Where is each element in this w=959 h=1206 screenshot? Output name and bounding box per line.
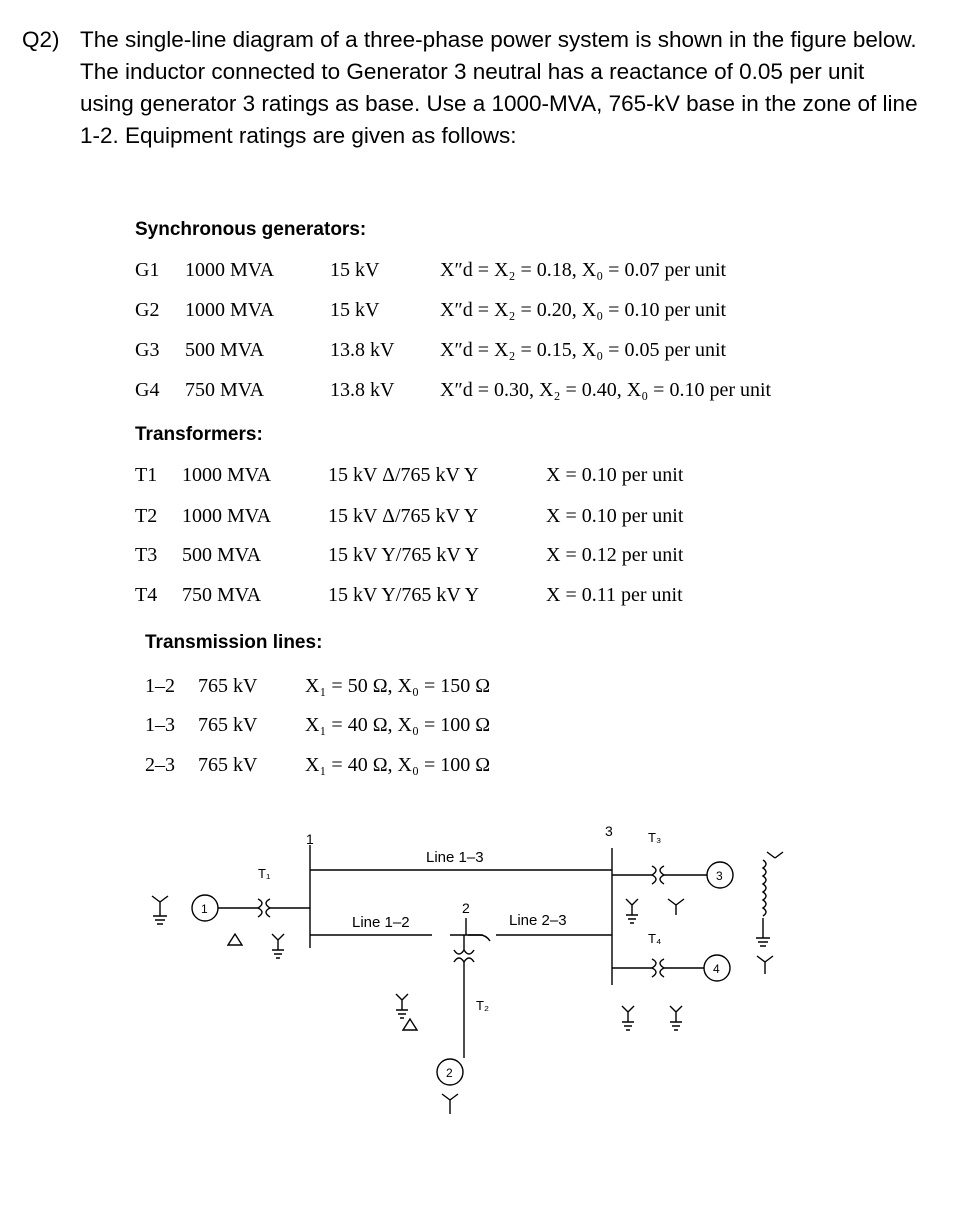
bus-2-label: 2	[462, 900, 470, 916]
bus-1-label: 1	[306, 831, 314, 847]
line-1-3-label: Line 1–3	[426, 849, 484, 866]
line-reactance: X₁ = 40 Ω, X₀ = 100 Ω	[305, 754, 491, 776]
g2-wye-icon	[442, 1094, 458, 1114]
gen-reactance: X″d = X₂ = 0.18, X₀ = 0.07 per unit	[440, 259, 727, 281]
line-name: 1–2	[145, 675, 175, 697]
xfmr-reactance: X = 0.10 per unit	[546, 505, 684, 527]
transformer-t2-icon	[454, 950, 474, 962]
line-2-3-label: Line 2–3	[509, 912, 567, 929]
g1-ground-icon	[152, 896, 168, 924]
xfmr-mva: 500 MVA	[182, 544, 262, 566]
g4-wye-icon	[757, 956, 773, 974]
lines-heading: Transmission lines:	[145, 632, 323, 653]
xfmr-voltage: 15 kV Y/765 kV Y	[328, 584, 480, 606]
question-number: Q2)	[22, 27, 60, 52]
t3-wye-icon	[668, 899, 684, 915]
transformers-heading: Transformers:	[135, 424, 263, 445]
gen-name: G2	[135, 299, 160, 321]
xfmr-mva: 1000 MVA	[182, 464, 272, 486]
t1-wye-ground-icon	[272, 934, 284, 958]
line-1-2-and-2-3-conductors	[310, 935, 612, 941]
generator-1-number: 1	[201, 902, 208, 916]
line-reactance: X₁ = 40 Ω, X₀ = 100 Ω	[305, 714, 491, 736]
transformer-t3-icon	[652, 866, 664, 884]
t3-wye-ground-icon	[626, 899, 638, 923]
line-kv: 765 kV	[198, 714, 258, 736]
line-name: 2–3	[145, 754, 175, 776]
t2-label: T₂	[476, 998, 489, 1013]
xfmr-reactance: X = 0.12 per unit	[546, 544, 684, 566]
gen-reactance: X″d = X₂ = 0.15, X₀ = 0.05 per unit	[440, 339, 727, 361]
gen-kv: 13.8 kV	[330, 339, 395, 361]
generators-heading: Synchronous generators:	[135, 219, 367, 240]
g3-wye-icon	[767, 852, 783, 858]
t4-label: T₄	[648, 931, 662, 946]
gen-kv: 13.8 kV	[330, 379, 395, 401]
gen-mva: 1000 MVA	[185, 299, 275, 321]
generator-4-number: 4	[713, 962, 720, 976]
line-reactance: X₁ = 50 Ω, X₀ = 150 Ω	[305, 675, 491, 697]
t3-label: T₃	[648, 830, 662, 845]
gen-name: G3	[135, 339, 160, 361]
t1-label: T₁	[258, 866, 271, 881]
xfmr-mva: 750 MVA	[182, 584, 262, 606]
question-text: The single-line diagram of a three-phase power system is shown in the figure below. The inductor connected to Generator 3 neutral has a reactance of 0.05 per unit using generator 3 ratings as base. Use a 1000-MVA, 765-kV base in the zone of line 1-2. Equipment ratings are given as follows:	[80, 27, 918, 148]
xfmr-reactance: X = 0.11 per unit	[546, 584, 683, 606]
gen-mva: 750 MVA	[185, 379, 265, 401]
gen-mva: 500 MVA	[185, 339, 265, 361]
g3-neutral-inductor-icon	[756, 860, 770, 946]
generator-3-number: 3	[716, 869, 723, 883]
transformer-t1-icon	[258, 899, 270, 917]
gen-kv: 15 kV	[330, 299, 380, 321]
xfmr-reactance: X = 0.10 per unit	[546, 464, 684, 486]
transformer-t4-icon	[652, 959, 664, 977]
t4-wye-ground-left-icon	[622, 1006, 634, 1030]
line-1-2-label: Line 1–2	[352, 914, 410, 931]
t1-delta-icon	[228, 934, 242, 945]
line-kv: 765 kV	[198, 675, 258, 697]
t4-wye-ground-right-icon	[670, 1006, 682, 1030]
gen-mva: 1000 MVA	[185, 259, 275, 281]
xfmr-name: T1	[135, 464, 158, 486]
line-name: 1–3	[145, 714, 175, 736]
xfmr-voltage: 15 kV Δ/765 kV Y	[328, 464, 479, 486]
gen-reactance: X″d = 0.30, X₂ = 0.40, X₀ = 0.10 per unit	[440, 379, 772, 401]
xfmr-voltage: 15 kV Y/765 kV Y	[328, 544, 480, 566]
generator-2-number: 2	[446, 1066, 453, 1080]
xfmr-name: T3	[135, 544, 158, 566]
gen-kv: 15 kV	[330, 259, 380, 281]
xfmr-name: T4	[135, 584, 158, 606]
line-kv: 765 kV	[198, 754, 258, 776]
gen-name: G4	[135, 379, 160, 401]
gen-reactance: X″d = X₂ = 0.20, X₀ = 0.10 per unit	[440, 299, 727, 321]
xfmr-voltage: 15 kV Δ/765 kV Y	[328, 505, 479, 527]
gen-name: G1	[135, 259, 160, 281]
t2-wye-ground-icon	[396, 994, 408, 1018]
xfmr-name: T2	[135, 505, 158, 527]
bus-3-label: 3	[605, 823, 613, 839]
xfmr-mva: 1000 MVA	[182, 505, 272, 527]
t2-delta-icon	[403, 1019, 417, 1030]
